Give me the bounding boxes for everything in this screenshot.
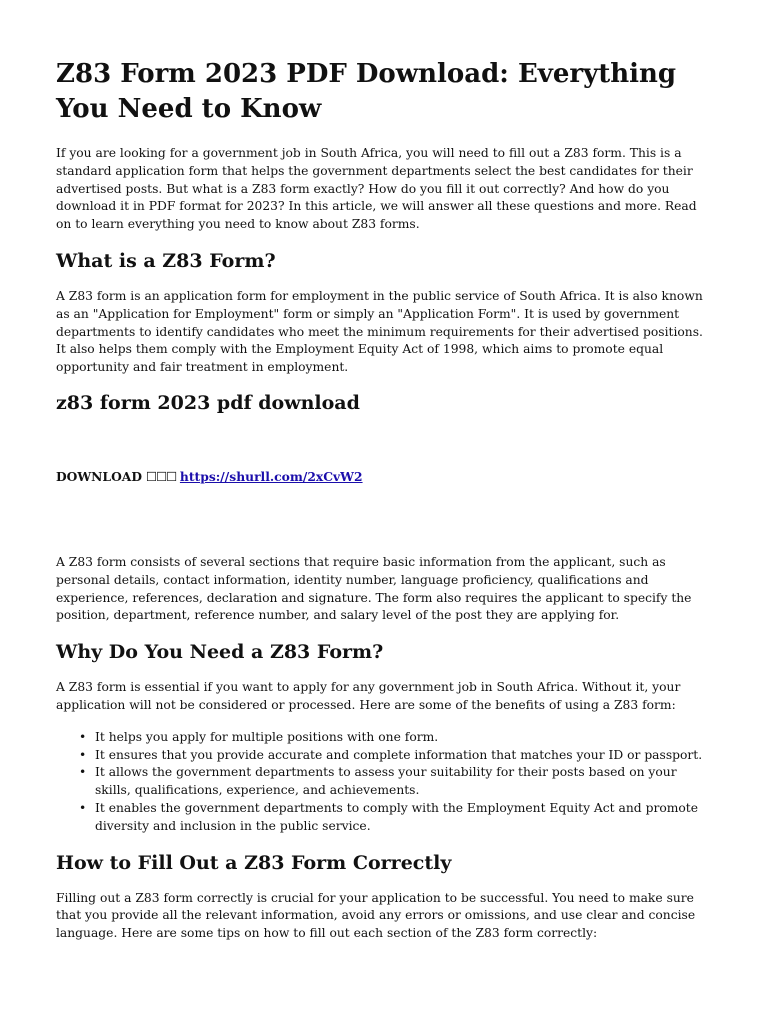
benefits-list	[56, 729, 714, 836]
section-heading-how: How to Fill Out a Z83 Form Correctly	[56, 851, 452, 874]
page-title: Z83 Form 2023 PDF Download: Everything You Need to Know	[56, 59, 677, 124]
section-heading-why: Why Do You Need a Z83 Form?	[56, 641, 384, 664]
why-paragraph: A Z83 form is essential if you want to apply for any government job in South Africa. Without it, your application will not be considered or processed. Here are some of the benefits of using a Z83 form:	[56, 680, 681, 712]
download-link[interactable]: https://shurll.com/2xCvW2	[179, 468, 363, 484]
list-item-text: It ensures that you provide accurate and complete information that matches your ID or passport.	[95, 747, 703, 762]
list-item	[79, 747, 714, 765]
bullet-icon: •	[79, 765, 87, 780]
list-item	[79, 729, 714, 747]
list-item-text: It allows the government departments to assess your suitability for their posts based on your skills, qualifications, experience, and achievements.	[95, 765, 677, 798]
download-arrow-glyphs: ☐☐☐	[145, 469, 176, 484]
bullet-icon: •	[79, 800, 87, 815]
section-heading-what: What is a Z83 Form?	[56, 249, 276, 272]
what-paragraph: A Z83 form is an application form for employment in the public service of South Africa. It is also known as an "Application for Employment" form or simply an "Application Form". It is used by government departments to identify candidates who meet the minimum requirements for their advertised positions. It also helps them comply with the Employment Equity Act of 1998, which aims to promote equal opportunity and fair treatment in employment.	[56, 288, 703, 375]
download-line	[56, 468, 714, 486]
intro-paragraph: If you are looking for a government job in South Africa, you will need to fill out a Z83 form. This is a standard application form that helps the government departments select the best candidates for their advertised posts. But what is a Z83 form exactly? How do you fill it out correctly? And how do you download it in PDF format for 2023? In this article, we will answer all these questions and more. Read on to learn everything you need to know about Z83 forms.	[56, 146, 697, 232]
list-item	[79, 764, 714, 800]
download-label: DOWNLOAD	[56, 468, 142, 484]
list-item-text: It enables the government departments to comply with the Employment Equity Act and promote diversity and inclusion in the public service.	[95, 800, 699, 833]
list-item-text: It helps you apply for multiple positions with one form.	[95, 729, 439, 744]
list-item	[79, 800, 714, 836]
section-heading-download: z83 form 2023 pdf download	[56, 391, 360, 414]
how-paragraph: Filling out a Z83 form correctly is crucial for your application to be successful. You need to make sure that you provide all the relevant information, avoid any errors or omissions, and use clear and concise language. Here are some tips on how to fill out each section of the Z83 form correctly:	[56, 890, 696, 941]
bullet-icon: •	[79, 729, 87, 744]
bullet-icon: •	[79, 747, 87, 762]
sections-paragraph: A Z83 form consists of several sections that require basic information from the applicant, such as personal details, contact information, identity number, language proficiency, qualifications and experience, references, declaration and signature. The form also requires the applicant to specify the position, department, reference number, and salary level of the post they are applying for.	[56, 554, 692, 623]
